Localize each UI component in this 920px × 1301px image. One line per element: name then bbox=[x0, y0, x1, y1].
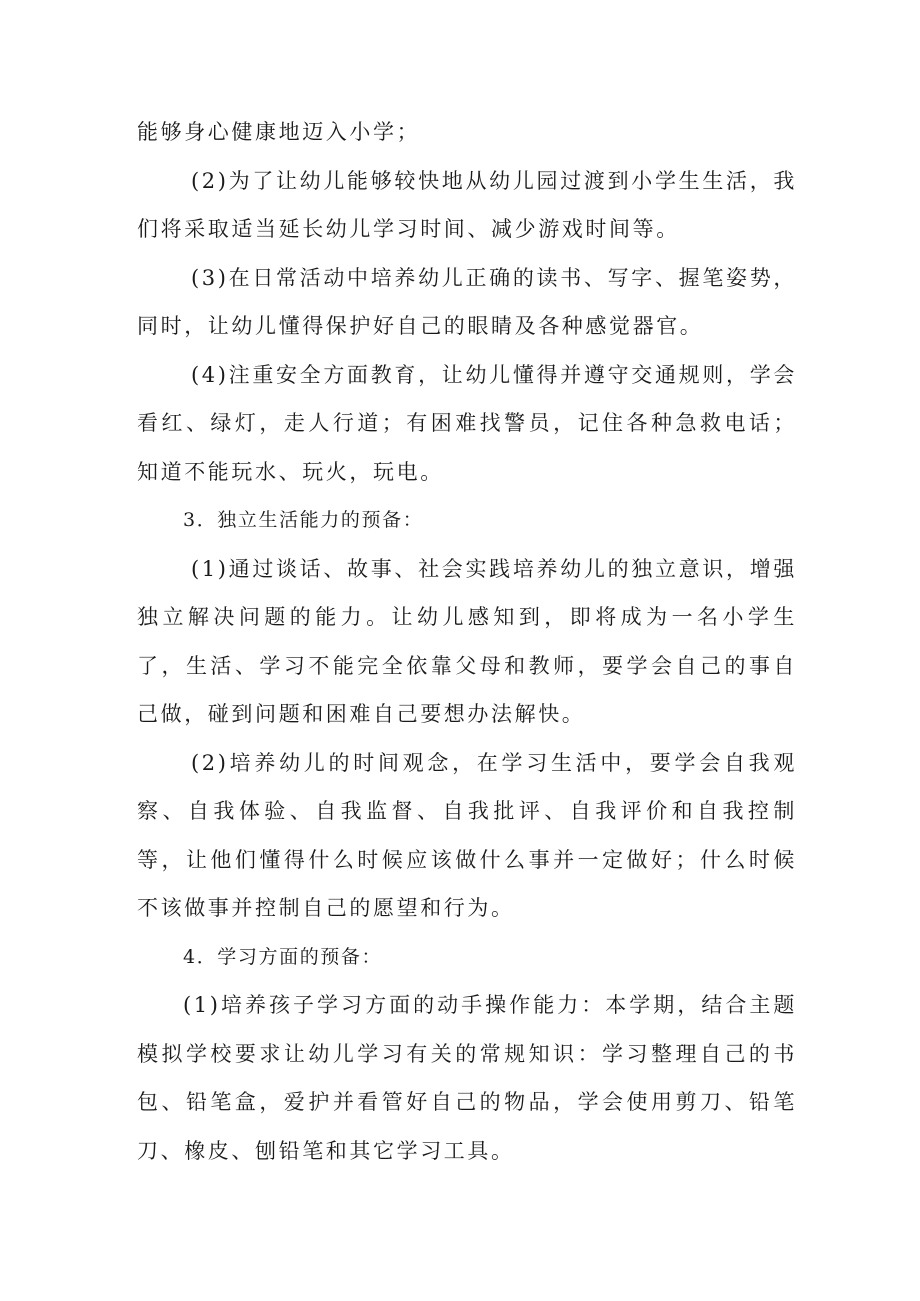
paragraph-item-4-safety: (4)注重安全方面教育，让幼儿懂得并遵守交通规则，学会看红、绿灯，走人行道；有困难找警员，记住各种急救电话；知道不能玩水、玩火，玩电。 bbox=[137, 362, 797, 484]
paragraph-independence-2: (2)培养幼儿的时间观念，在学习生活中，要学会自我观察、自我体验、自我监督、自我批评、自我评价和自我控制等，让他们懂得什么时候应该做什么事并一定做好；什么时候不该做事并控制自己的愿望和行为。 bbox=[137, 750, 797, 920]
paragraph-independence-1: (1)通过谈话、故事、社会实践培养幼儿的独立意识，增强独立解决问题的能力。让幼儿感知到，即将成为一名小学生了，生活、学习不能完全依靠父母和教师，要学会自己的事自己做，碰到问题和困难自己要想办法解快。 bbox=[137, 556, 797, 726]
paragraph-item-2-transition: (2)为了让幼儿能够较快地从幼儿园过渡到小学生生活，我们将采取适当延长幼儿学习时间、减少游戏时间等。 bbox=[137, 168, 797, 241]
paragraph-item-3-posture: (3)在日常活动中培养幼儿正确的读书、写字、握笔姿势，同时，让幼儿懂得保护好自己的眼睛及各种感觉器官。 bbox=[137, 265, 797, 338]
section-heading-3: 3．独立生活能力的预备： bbox=[183, 509, 424, 531]
section-heading-4: 4．学习方面的预备： bbox=[183, 945, 383, 968]
paragraph-continuation: 能够身心健康地迈入小学； bbox=[137, 120, 421, 144]
document-body bbox=[137, 108, 797, 1175]
paragraph-study-1: (1)培养孩子学习方面的动手操作能力：本学期，结合主题模拟学校要求让幼儿学习有关的常规知识：学习整理自己的书包、铅笔盒，爱护并看管好自己的物品，学会使用剪刀、铅笔刀、橡皮、刨铅笔和其它学习工具。 bbox=[137, 993, 797, 1163]
